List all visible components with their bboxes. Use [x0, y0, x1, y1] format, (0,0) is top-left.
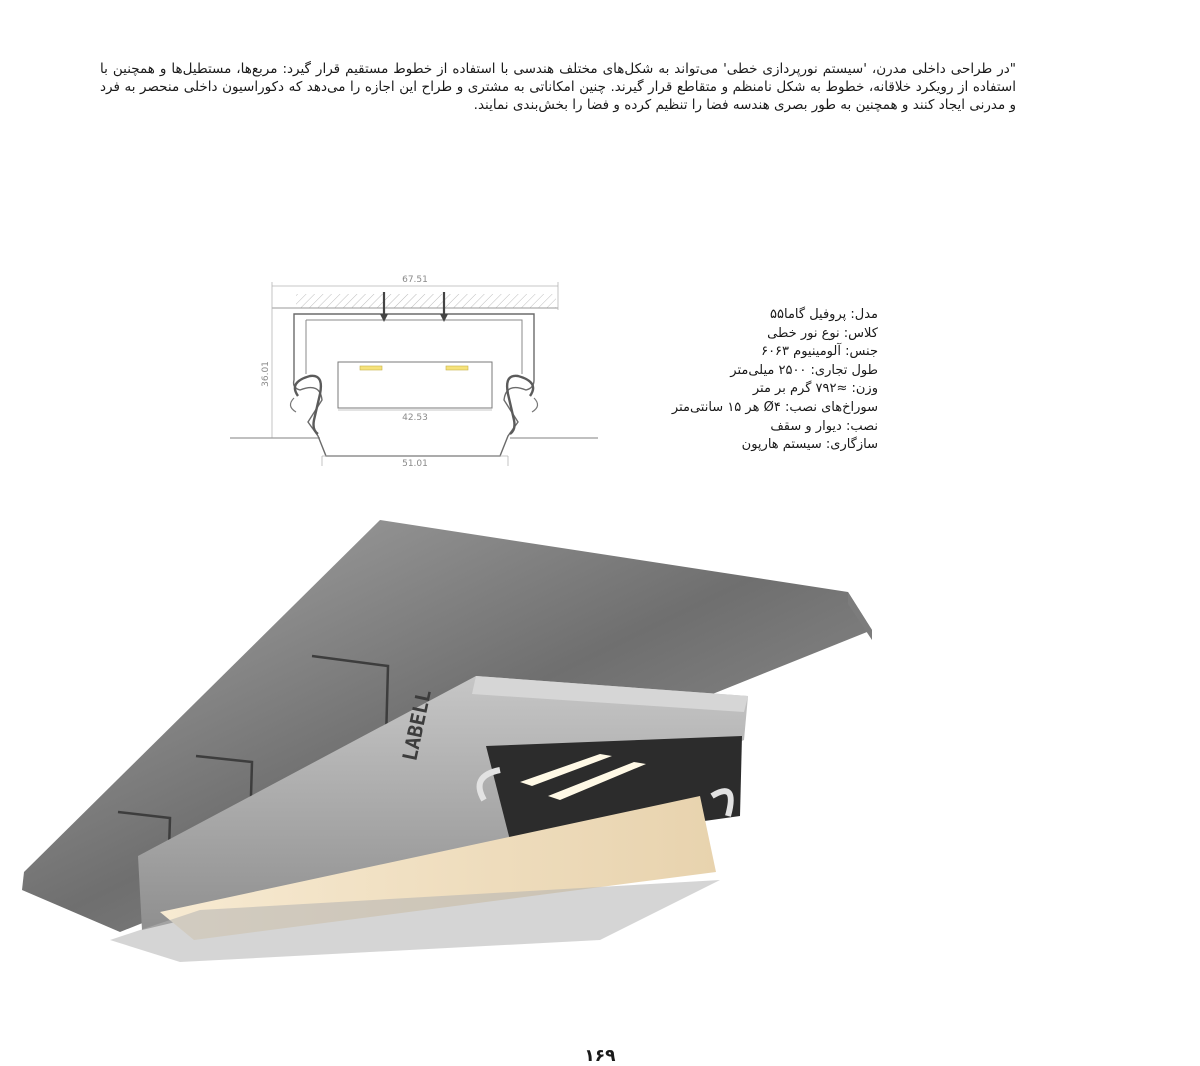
spec-weight: وزن: ≈۷۹۲ گرم بر متر: [752, 381, 878, 397]
brand-label: LABELL: [397, 687, 436, 764]
page-number: ۱۶۹: [584, 1046, 616, 1066]
product-render: [0, 500, 900, 970]
cross-section-svg: [228, 270, 600, 470]
top-width-label: 67.51: [402, 275, 428, 285]
intro-paragraph: "در طراحی داخلی مدرن، 'سیستم نورپردازی خطی' می‌تواند به شکل‌های مختلف هندسی با استفاده از خطوط مستقیم قرار گیرد: مربع‌ها، مستطیل‌ها و همچنین با استفاده از رویکرد خلاقانه، خطوط به شکل نامنظم و متقاطع قرار گیرند. چنین امکاناتی به مشتری و طراح این اجازه را می‌دهد که دکوراسیون داخلی منحصر به فرد و مدرنی ایجاد کنند و همچنین به طور بصری هندسه فضا را تنظیم کرده و فضا را بخش‌بندی نمایند.: [100, 61, 1016, 113]
spec-material: جنس: آلومینیوم ۶۰۶۳: [761, 344, 878, 360]
spec-mounting: نصب: دیوار و سقف: [770, 418, 878, 434]
profile-cross-section-drawing: [228, 270, 600, 470]
render-svg: [0, 500, 900, 970]
led-chip-right: [446, 366, 468, 370]
spec-model: مدل: پروفیل گاما۵۵: [770, 307, 878, 322]
spec-length: طول تجاری: ۲۵۰۰ میلی‌متر: [730, 362, 878, 378]
ceiling-hatch: [296, 294, 556, 308]
spec-holes: سوراخ‌های نصب: Ø۴ هر ۱۵ سانتی‌متر: [671, 399, 878, 415]
inner-width-label: 42.53: [402, 413, 428, 423]
spec-class: کلاس: نوع نور خطی: [767, 325, 878, 341]
spec-compatibility: سازگاری: سیستم هارپون: [741, 437, 878, 453]
led-chip-left: [360, 366, 382, 370]
specifications-list: [560, 306, 878, 455]
clip-right: [507, 376, 533, 434]
height-label: 36.01: [261, 361, 271, 387]
clip-left: [295, 376, 321, 434]
bottom-width-label: 51.01: [402, 459, 428, 469]
